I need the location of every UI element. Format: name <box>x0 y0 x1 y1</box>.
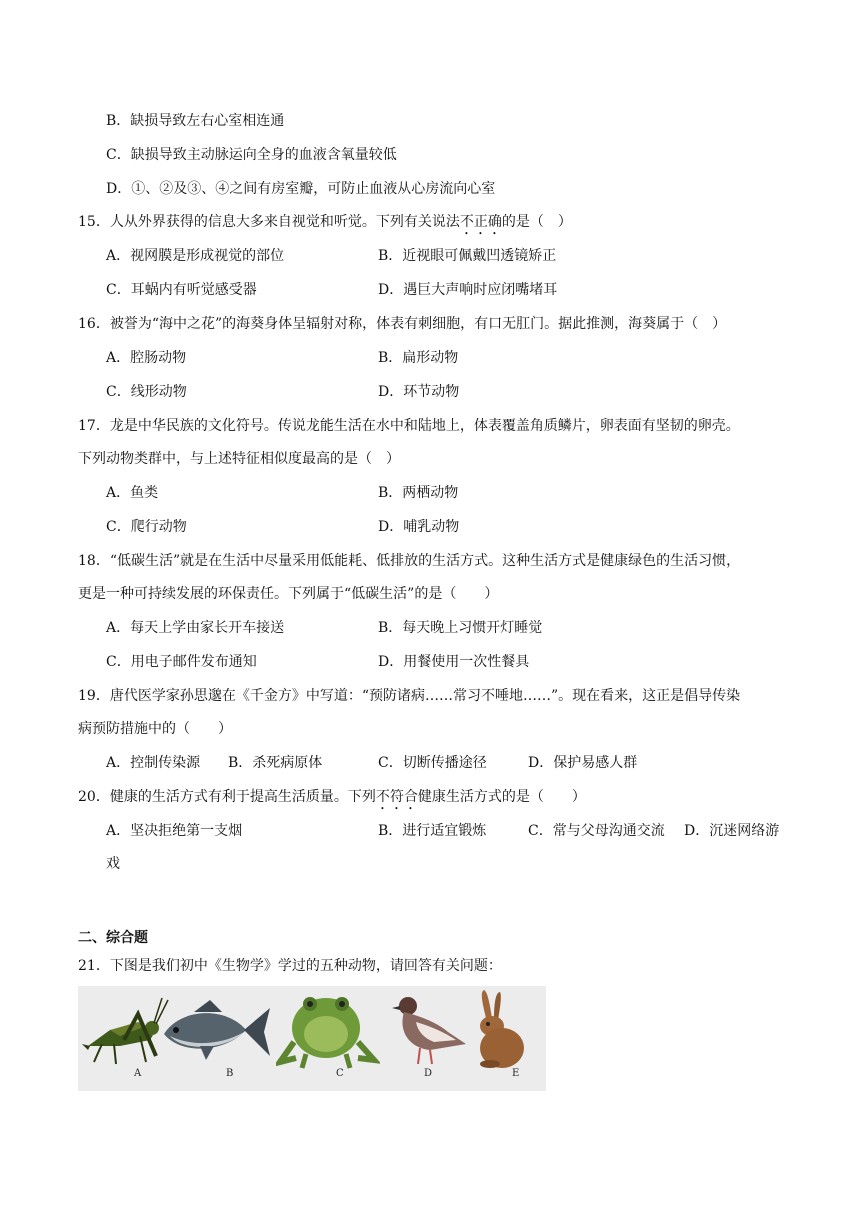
q17-option-b: B．两栖动物 <box>378 485 459 501</box>
q19-option-c: C．切断传播途径 <box>378 755 487 771</box>
q20-stem-pre: 20．健康的生活方式有利于提高生活质量。下列 <box>78 789 376 805</box>
figure-label-c: C <box>336 1068 344 1079</box>
q16-option-d: D．环节动物 <box>378 384 460 400</box>
q15-option-d: D．遇巨大声响时应闭嘴堵耳 <box>378 282 558 298</box>
q15-stem-post: 的是（ ） <box>501 214 572 230</box>
fish-image <box>160 998 272 1066</box>
q15-option-a: A．视网膜是形成视觉的部位 <box>106 248 285 264</box>
q15-stem-emphasis: 不正确 <box>459 214 502 230</box>
q18-stem-line2: 更是一种可持续发展的环保责任。下列属于“低碳生活”的是（ ） <box>78 586 499 602</box>
q18-stem-line1: 18．“低碳生活”就是在生活中尽量采用低能耗、低排放的生活方式。这种生活方式是健康绿色的生活习惯， <box>78 553 741 569</box>
q14-option-b: B．缺损导致左右心室相连通 <box>106 113 285 129</box>
q17-stem-line1: 17．龙是中华民族的文化符号。传说龙能生活在水中和陆地上，体表覆盖角质鳞片，卵表面有坚韧的卵壳。 <box>78 418 740 434</box>
figure-label-e: E <box>512 1068 520 1079</box>
q15-stem <box>78 212 572 238</box>
q20-option-d-line1: D．沉迷网络游 <box>684 823 780 839</box>
q20-option-c: C．常与父母沟通交流 <box>528 823 665 839</box>
q19-stem-line2: 病预防措施中的（ ） <box>78 721 232 737</box>
figure-label-a: A <box>134 1068 142 1079</box>
q17-option-c: C．爬行动物 <box>106 519 187 535</box>
q16-option-b: B．扁形动物 <box>378 350 459 366</box>
q20-option-b: B．进行适宜锻炼 <box>378 823 487 839</box>
q14-option-d: D．①、②及③、④之间有房室瓣，可防止血液从心房流向心室 <box>106 181 496 197</box>
q20-stem-post: 健康生活方式的是（ ） <box>417 789 586 805</box>
q19-option-a: A．控制传染源 <box>106 755 201 771</box>
q18-option-b: B．每天晚上习惯开灯睡觉 <box>378 620 543 636</box>
q21-stem: 21．下图是我们初中《生物学》学过的五种动物，请回答有关问题： <box>78 958 502 974</box>
q17-option-a: A．鱼类 <box>106 485 159 501</box>
q19-option-b: B．杀死病原体 <box>228 755 323 771</box>
q15-option-b: B．近视眼可佩戴凹透镜矫正 <box>378 248 557 264</box>
q16-option-c: C．线形动物 <box>106 384 187 400</box>
q19-stem-line1: 19．唐代医学家孙思邈在《千金方》中写道：“预防诸病……常习不唾地……”。现在看来，这正是倡导传染 <box>78 688 741 704</box>
q18-option-c: C．用电子邮件发布通知 <box>106 654 257 670</box>
q19-option-d: D．保护易感人群 <box>528 755 638 771</box>
q15-option-c: C．耳蜗内有听觉感受器 <box>106 282 257 298</box>
q18-option-d: D．用餐使用一次性餐具 <box>378 654 530 670</box>
q17-stem-line2: 下列动物类群中，与上述特征相似度最高的是（ ） <box>78 451 400 467</box>
q16-stem: 16．被誉为“海中之花”的海葵身体呈辐射对称，体表有刺细胞，有口无肛门。据此推测，海葵属于（ ） <box>78 316 727 332</box>
pigeon-image <box>390 992 472 1070</box>
q20-option-d-line2: 戏 <box>106 856 120 872</box>
q16-option-a: A．腔肠动物 <box>106 350 187 366</box>
frog-image <box>276 988 380 1070</box>
q20-stem <box>78 787 586 813</box>
grasshopper-image <box>80 996 172 1068</box>
q17-option-d: D．哺乳动物 <box>378 519 460 535</box>
q18-option-a: A．每天上学由家长开车接送 <box>106 620 285 636</box>
rabbit-image <box>468 988 534 1070</box>
figure-label-d: D <box>424 1068 433 1079</box>
figure-label-b: B <box>226 1068 234 1079</box>
section-title: 二、综合题 <box>78 930 148 946</box>
q14-option-c: C．缺损导致主动脉运向全身的血液含氧量较低 <box>106 147 397 163</box>
q20-option-a: A．坚决拒绝第一支烟 <box>106 823 243 839</box>
animals-figure <box>78 986 546 1091</box>
q15-stem-pre: 15．人从外界获得的信息大多来自视觉和听觉。下列有关说法 <box>78 214 460 230</box>
q20-stem-emphasis: 不符合 <box>375 789 418 805</box>
